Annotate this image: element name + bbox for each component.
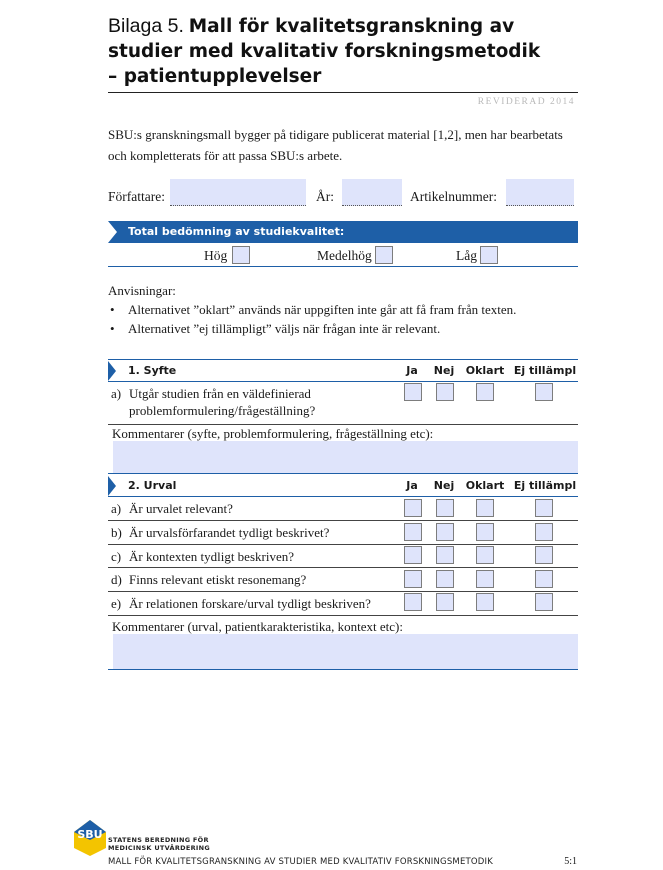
answer-no-checkbox[interactable] (436, 499, 454, 517)
agency-name-line-1: STATENS BEREDNING FÖR (108, 836, 209, 844)
column-unclear: Oklart (465, 479, 505, 492)
question-letter: b) (111, 525, 122, 540)
overall-quality-header (108, 221, 578, 243)
answer-unclear-checkbox[interactable] (476, 546, 494, 564)
question-row (108, 385, 578, 421)
answer-not-applicable-checkbox[interactable] (535, 570, 553, 588)
title-line-1: Mall för kvalitetsgranskning av (188, 16, 515, 37)
section1-header (108, 361, 578, 381)
arrow-icon (108, 221, 117, 243)
question-letter: d) (111, 572, 122, 587)
overall-divider (108, 266, 578, 267)
arrow-icon (108, 476, 116, 496)
sbu-logo (72, 818, 108, 858)
section2-header (108, 476, 578, 496)
column-not-applicable: Ej tillämpl (513, 364, 577, 377)
column-unclear: Oklart (465, 364, 505, 377)
question-text: Är urvalet relevant? (129, 501, 233, 516)
question-divider (108, 591, 578, 592)
section1-bottom-rule (108, 473, 578, 474)
answer-unclear-checkbox[interactable] (476, 570, 494, 588)
section2-comment-field[interactable] (113, 634, 578, 669)
answer-not-applicable-checkbox[interactable] (535, 523, 553, 541)
question-letter: a) (111, 386, 122, 401)
author-field[interactable] (170, 179, 306, 206)
section2-comment-label: Kommentarer (urval, patientkarakteristika, kontext etc): (112, 619, 403, 634)
column-no: Nej (433, 479, 455, 492)
answer-not-applicable-checkbox[interactable] (535, 593, 553, 611)
question-text: Finns relevant etiskt resonemang? (129, 572, 307, 587)
title-line-3: – patientupplevelser (108, 66, 322, 87)
question-divider (108, 615, 578, 616)
question-row (108, 524, 578, 542)
question-letter: a) (111, 501, 122, 516)
instructions (108, 281, 578, 338)
question-divider (108, 567, 578, 568)
answer-no-checkbox[interactable] (436, 546, 454, 564)
instruction-item: • Alternativet ”oklart” används när uppgiften inte går att få fram från texten. (108, 300, 578, 319)
question-row (108, 595, 578, 613)
rating-medium-checkbox[interactable] (375, 246, 393, 264)
year-field[interactable] (342, 179, 402, 206)
author-label: Författare: (108, 189, 165, 204)
title-line-2: studier med kvalitativ forskningsmetodik (108, 41, 541, 62)
answer-yes-checkbox[interactable] (404, 593, 422, 611)
question-text: Är urvalsförfarandet tydligt beskrivet? (129, 525, 330, 540)
question-letter: e) (111, 596, 122, 611)
question-row (108, 548, 578, 566)
rating-low-label: Låg (456, 248, 477, 263)
arrow-icon (108, 361, 116, 381)
section2-title: 2. Urval (128, 479, 177, 492)
agency-name (108, 836, 210, 852)
column-yes: Ja (406, 479, 418, 492)
answer-not-applicable-checkbox[interactable] (535, 546, 553, 564)
question-row (108, 571, 578, 589)
section2-bottom-rule (108, 669, 578, 670)
agency-name-line-2: MEDICINSK UTVÄRDERING (108, 844, 211, 852)
article-number-field[interactable] (506, 179, 574, 206)
rating-high-checkbox[interactable] (232, 246, 250, 264)
logo-text: SBU (77, 828, 103, 841)
answer-yes-checkbox[interactable] (404, 570, 422, 588)
answer-not-applicable-checkbox[interactable] (535, 499, 553, 517)
answer-unclear-checkbox[interactable] (476, 523, 494, 541)
answer-no-checkbox[interactable] (436, 523, 454, 541)
answer-yes-checkbox[interactable] (404, 383, 422, 401)
overall-quality-title: Total bedömning av studiekvalitet: (128, 225, 345, 238)
page-number: 5:1 (564, 856, 577, 867)
year-label: År: (316, 189, 334, 204)
title-divider (108, 92, 578, 93)
column-no: Nej (433, 364, 455, 377)
question-text: Utgår studien från en väldefinierad problemformulering/frågeställning? (129, 386, 316, 418)
answer-unclear-checkbox[interactable] (476, 383, 494, 401)
revision-label: REVIDERAD 2014 (477, 97, 575, 107)
rating-low-checkbox[interactable] (480, 246, 498, 264)
section1-top-rule (108, 359, 578, 360)
column-yes: Ja (406, 364, 418, 377)
section1-comment-field[interactable] (113, 441, 578, 473)
section2-header-rule (108, 496, 578, 497)
instructions-heading: Anvisningar: (108, 283, 176, 298)
answer-no-checkbox[interactable] (436, 570, 454, 588)
rating-medium-label: Medelhög (317, 248, 372, 263)
question-divider (108, 424, 578, 425)
question-divider (108, 544, 578, 545)
question-letter: c) (111, 549, 122, 564)
answer-yes-checkbox[interactable] (404, 523, 422, 541)
column-not-applicable: Ej tillämpl (513, 479, 577, 492)
question-row (108, 500, 578, 518)
section1-comment-label: Kommentarer (syfte, problemformulering, frågeställning etc): (112, 426, 434, 441)
answer-not-applicable-checkbox[interactable] (535, 383, 553, 401)
page-title (108, 14, 578, 89)
title-prefix: Bilaga 5. (108, 15, 184, 37)
instruction-item: • Alternativet ”ej tillämpligt” väljs när frågan inte är relevant. (108, 319, 578, 338)
question-text: Är kontexten tydligt beskriven? (129, 549, 294, 564)
article-number-label: Artikelnummer: (410, 189, 497, 204)
question-divider (108, 520, 578, 521)
rating-high-label: Hög (204, 248, 228, 263)
answer-unclear-checkbox[interactable] (476, 593, 494, 611)
answer-no-checkbox[interactable] (436, 383, 454, 401)
answer-yes-checkbox[interactable] (404, 546, 422, 564)
answer-no-checkbox[interactable] (436, 593, 454, 611)
question-text: Är relationen forskare/urval tydligt beskriven? (129, 596, 371, 611)
metadata-row (0, 179, 663, 205)
section1-header-rule (108, 381, 578, 382)
intro-paragraph: SBU:s granskningsmall bygger på tidigare publicerat material [1,2], men har bearbetats och kompletterats för att passa SBU:s arbete. (108, 127, 563, 163)
answer-unclear-checkbox[interactable] (476, 499, 494, 517)
footer-title: MALL FÖR KVALITETSGRANSKNING AV STUDIER MED KVALITATIV FORSKNINGSMETODIK (108, 857, 494, 867)
answer-yes-checkbox[interactable] (404, 499, 422, 517)
section1-title: 1. Syfte (128, 364, 177, 377)
